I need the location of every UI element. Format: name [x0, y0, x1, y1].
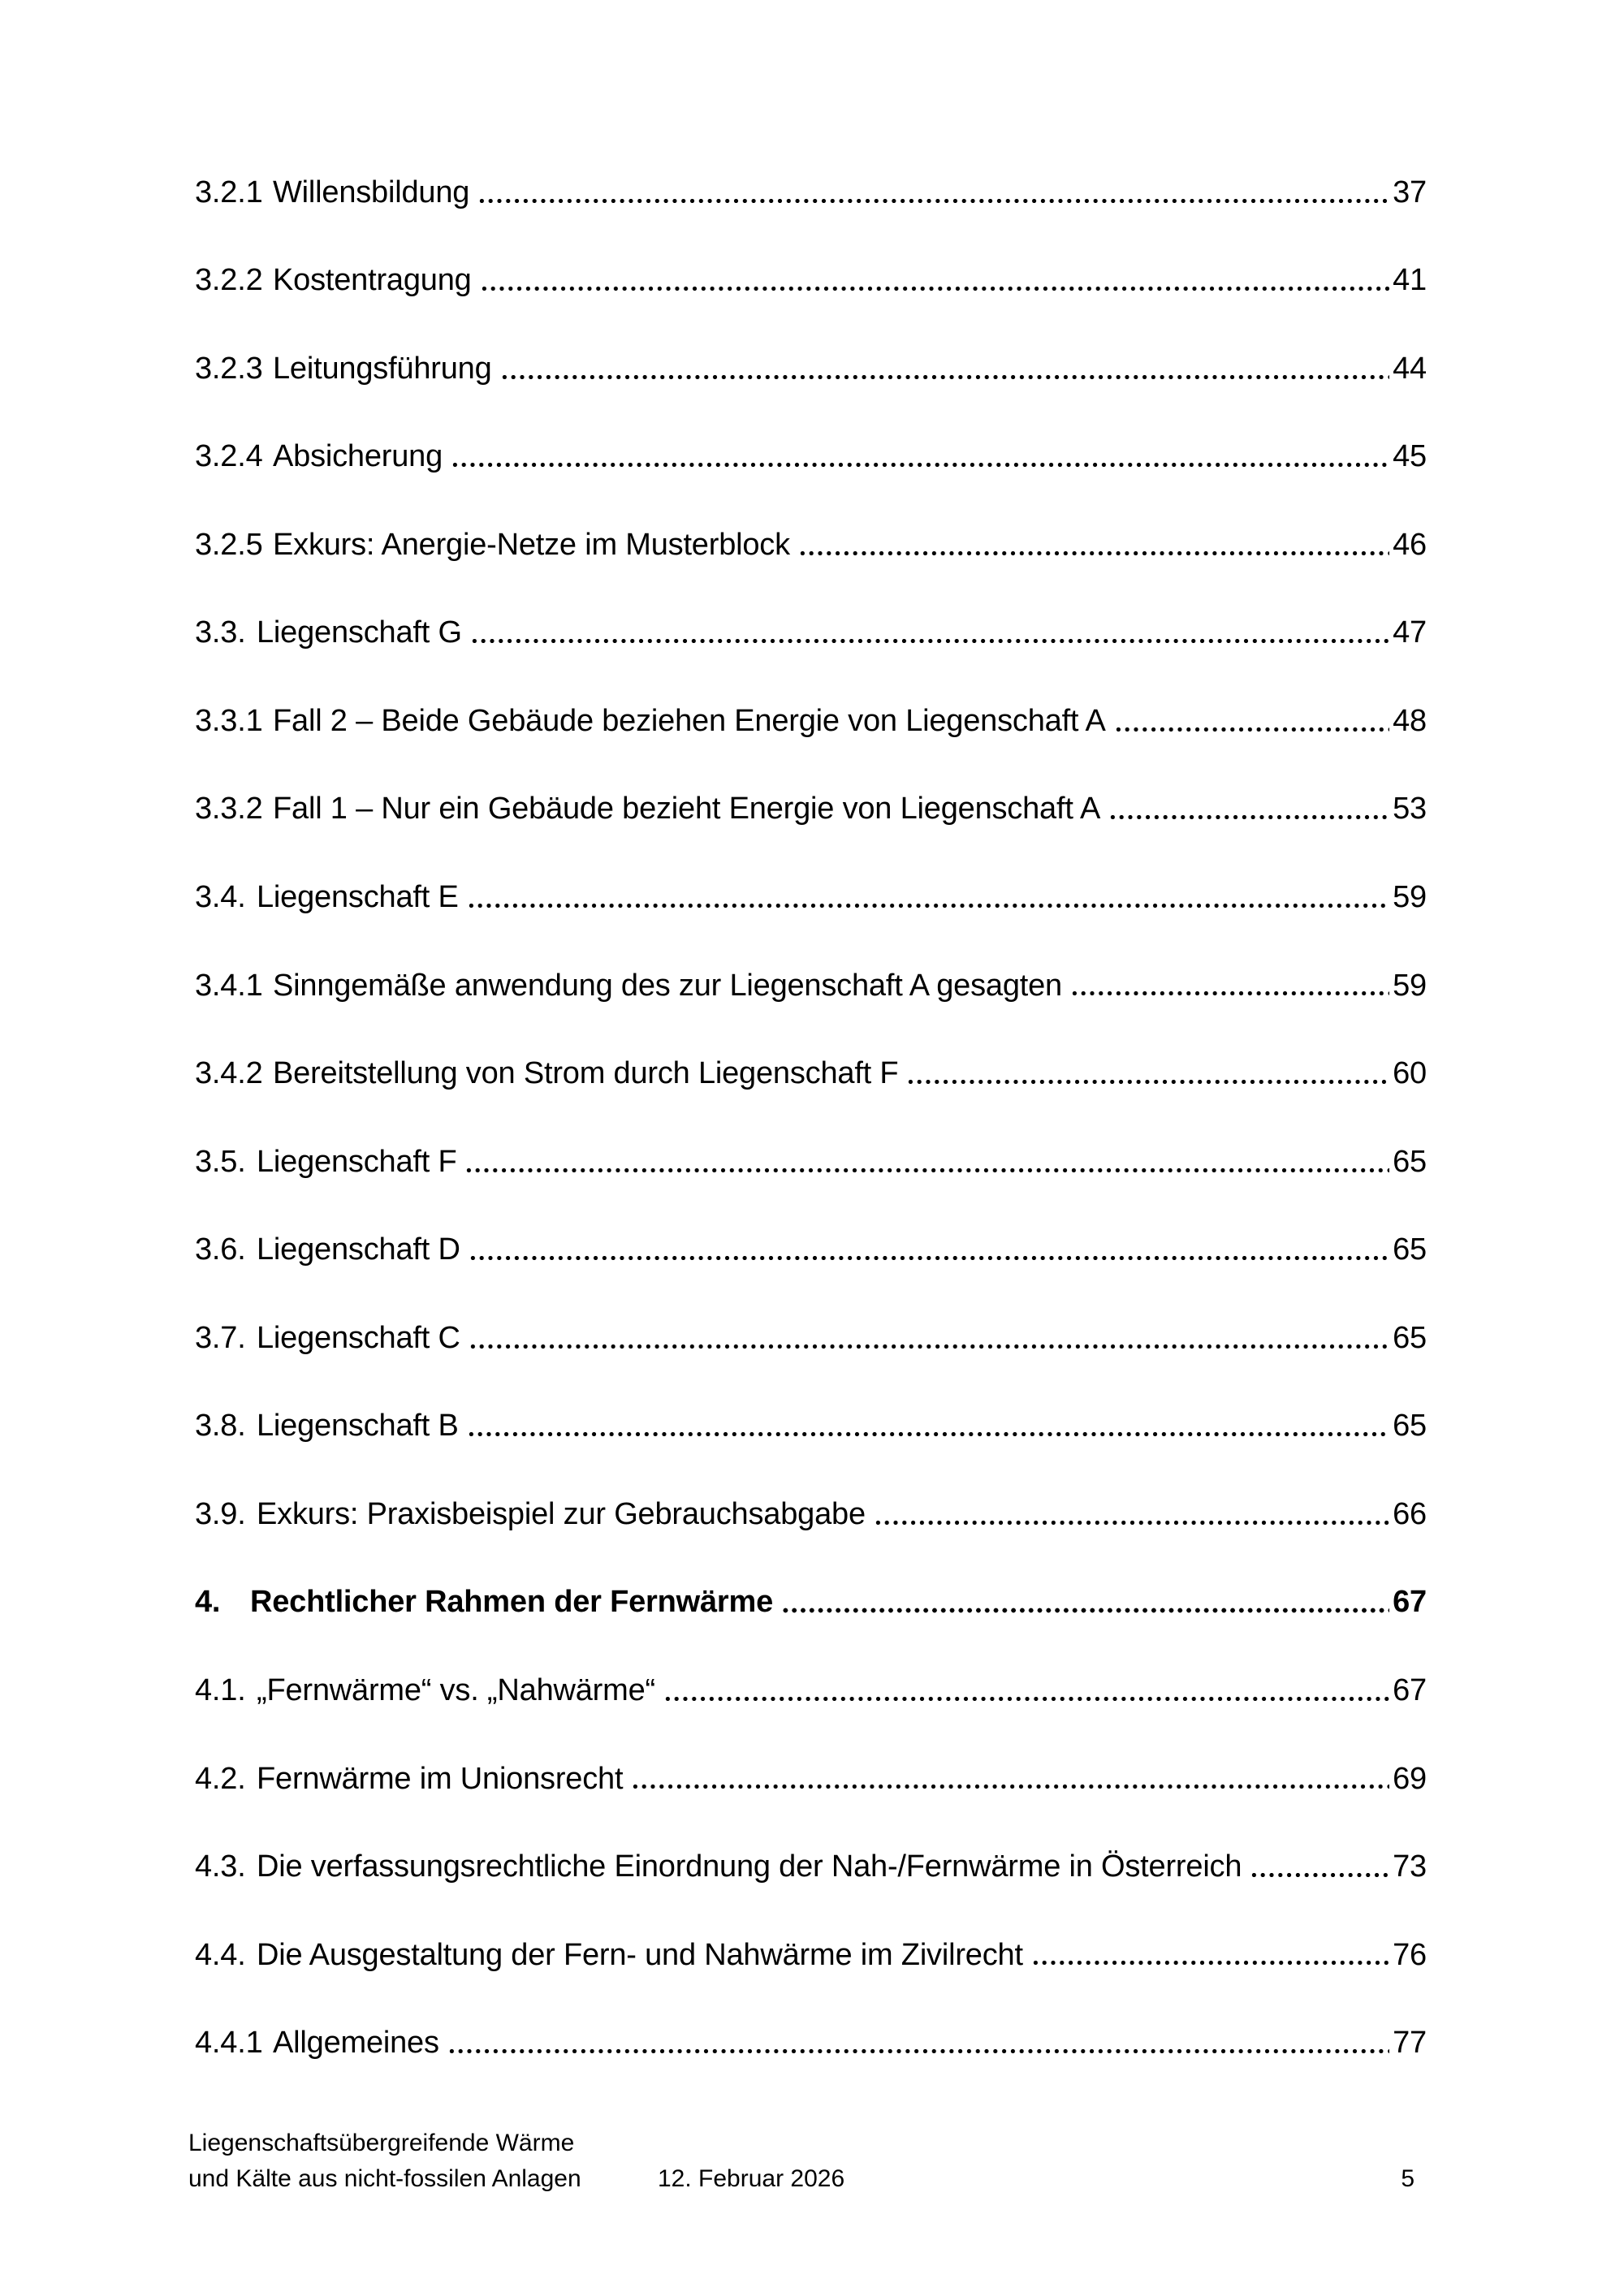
toc-entry-number: 4.4.1	[195, 2026, 263, 2061]
toc-entry	[195, 562, 1427, 650]
toc-entry-page: 59	[1393, 880, 1427, 915]
toc-entry-title: Liegenschaft F	[257, 1144, 457, 1179]
toc-entry-number: 3.4.1	[195, 968, 263, 1003]
toc-entry	[195, 297, 1427, 386]
toc-entry	[195, 121, 1427, 209]
dot-leader	[480, 286, 1390, 291]
toc-entry-number: 4.2.	[195, 1761, 246, 1796]
toc-entry-page: 66	[1393, 1496, 1427, 1531]
dot-leader	[469, 1255, 1389, 1261]
toc-entry-number: 3.2.5	[195, 527, 263, 562]
toc-entry-title: Liegenschaft E	[257, 880, 459, 915]
dot-leader	[631, 1784, 1389, 1789]
toc-entry-title: Fall 2 – Beide Gebäude beziehen Energie von Liegenschaft A	[273, 703, 1106, 738]
dot-leader	[469, 1344, 1389, 1349]
toc-entry-title: Rechtlicher Rahmen der Fernwärme	[250, 1585, 774, 1620]
toc-entry-number: 4.4.	[195, 1937, 246, 1972]
toc-entry-title: Leitungsführung	[273, 351, 492, 386]
toc-entry-title: Allgemeines	[273, 2026, 439, 2061]
toc-entry-page: 53	[1393, 792, 1427, 826]
toc-entry-number: 3.8.	[195, 1409, 246, 1444]
toc-entry-title: Die verfassungsrechtliche Einordnung der Nah-/Fernwärme in Österreich	[257, 1849, 1242, 1884]
footer	[188, 2126, 1427, 2197]
toc-entry-number: 4.	[195, 1585, 221, 1620]
toc-entry	[195, 1267, 1427, 1355]
toc-entry-page: 44	[1393, 351, 1427, 386]
dot-leader	[663, 1696, 1389, 1702]
dot-leader	[1250, 1872, 1389, 1878]
toc-entry-title: Kostentragung	[273, 263, 472, 298]
toc-entry-number: 3.4.	[195, 880, 246, 915]
dot-leader	[906, 1079, 1389, 1085]
toc-entry-page: 65	[1393, 1144, 1427, 1179]
toc-entry-number: 3.2.3	[195, 351, 263, 386]
toc-entry-number: 3.6.	[195, 1232, 246, 1267]
footer-doc-title	[188, 2126, 581, 2197]
toc-entry	[195, 209, 1427, 298]
dot-leader	[477, 198, 1389, 204]
toc-entry-page: 76	[1393, 1937, 1427, 1972]
toc-entry-number: 3.3.2	[195, 792, 263, 826]
toc-entry	[195, 1002, 1427, 1090]
toc-entry-title: Liegenschaft D	[257, 1232, 460, 1267]
footer-doc-title-line1: Liegenschaftsübergreifende Wärme	[188, 2130, 575, 2156]
footer-date: 12. Februar 2026	[658, 2165, 845, 2192]
toc-entry-number: 3.2.1	[195, 175, 263, 209]
toc-entry-page: 67	[1393, 1585, 1427, 1620]
toc-entry-number: 3.4.2	[195, 1056, 263, 1091]
toc-entry-page: 65	[1393, 1320, 1427, 1355]
dot-leader	[470, 638, 1389, 644]
toc-entry-page: 65	[1393, 1409, 1427, 1444]
toc-entry-title: Liegenschaft C	[257, 1320, 460, 1355]
toc-entry	[195, 826, 1427, 914]
dot-leader	[1108, 814, 1389, 820]
toc-entry	[195, 1619, 1427, 1707]
dot-leader	[781, 1608, 1389, 1613]
toc-entry-page: 47	[1393, 615, 1427, 650]
toc-entry-number: 4.3.	[195, 1849, 246, 1884]
toc-entry-title: Bereitstellung von Strom durch Liegenschaft F	[273, 1056, 899, 1091]
toc-entry	[195, 1971, 1427, 2060]
toc-entry	[195, 1355, 1427, 1444]
toc-entry-page: 67	[1393, 1672, 1427, 1707]
toc-entry-title: Willensbildung	[273, 175, 470, 209]
toc-entry	[195, 1795, 1427, 1884]
dot-leader	[447, 2048, 1389, 2054]
toc-entry	[195, 1707, 1427, 1796]
toc-entry-page: 59	[1393, 968, 1427, 1003]
toc-entry-title: Die Ausgestaltung der Fern- und Nahwärme im Zivilrecht	[257, 1937, 1023, 1972]
toc-entry-page: 73	[1393, 1849, 1427, 1884]
toc-entry	[195, 914, 1427, 1003]
toc-entry	[195, 650, 1427, 738]
dot-leader	[464, 1167, 1389, 1173]
toc-entry-page: 46	[1393, 527, 1427, 562]
toc-entry-title: Fernwärme im Unionsrecht	[257, 1761, 624, 1796]
toc-entry-number: 4.1.	[195, 1672, 246, 1707]
toc-entry-title: Exkurs: Anergie-Netze im Musterblock	[273, 527, 790, 562]
toc-entry-page: 48	[1393, 703, 1427, 738]
toc-entry	[195, 1090, 1427, 1179]
toc-entry-title: Sinngemäße anwendung des zur Liegenschaft A gesagten	[273, 968, 1062, 1003]
dot-leader	[1031, 1960, 1389, 1966]
toc-entry	[195, 1443, 1427, 1531]
toc-entry	[195, 473, 1427, 562]
toc-entry	[195, 1884, 1427, 1972]
toc-entry-number: 3.7.	[195, 1320, 246, 1355]
toc-entry	[195, 1531, 1427, 1620]
toc-entry-page: 69	[1393, 1761, 1427, 1796]
dot-leader	[1114, 727, 1389, 732]
toc-entry	[195, 1179, 1427, 1267]
dot-leader	[1070, 990, 1389, 996]
toc-entry-title: Liegenschaft G	[257, 615, 462, 650]
toc-entry-page: 37	[1393, 175, 1427, 209]
toc-entry	[195, 738, 1427, 826]
toc-entry-page: 41	[1393, 263, 1427, 298]
footer-page-number: 5	[1401, 2165, 1415, 2192]
toc-entry-title: Liegenschaft B	[257, 1409, 459, 1444]
toc-entry-title: Exkurs: Praxisbeispiel zur Gebrauchsabgabe	[257, 1496, 866, 1531]
toc-entry-page: 65	[1393, 1232, 1427, 1267]
toc-entry-number: 3.2.2	[195, 263, 263, 298]
dot-leader	[451, 462, 1389, 468]
toc-entry-number: 3.2.4	[195, 439, 263, 474]
dot-leader	[798, 550, 1389, 556]
toc-entry-page: 60	[1393, 1056, 1427, 1091]
toc-entry-page: 45	[1393, 439, 1427, 474]
table-of-contents	[195, 121, 1427, 2060]
dot-leader	[500, 374, 1390, 380]
toc-entry-number: 3.3.	[195, 615, 246, 650]
toc-entry-number: 3.3.1	[195, 703, 263, 738]
dot-leader	[467, 1431, 1390, 1437]
toc-entry-number: 3.9.	[195, 1496, 246, 1531]
toc-entry-title: „Fernwärme“ vs. „Nahwärme“	[257, 1672, 655, 1707]
toc-entry-number: 3.5.	[195, 1144, 246, 1179]
toc-entry-page: 77	[1393, 2026, 1427, 2061]
toc-entry	[195, 386, 1427, 474]
toc-entry-title: Absicherung	[273, 439, 443, 474]
toc-entry-title: Fall 1 – Nur ein Gebäude bezieht Energie von Liegenschaft A	[273, 792, 1101, 826]
dot-leader	[874, 1520, 1389, 1526]
dot-leader	[467, 903, 1390, 908]
footer-doc-title-line2: und Kälte aus nicht-fossilen Anlagen	[188, 2165, 581, 2192]
